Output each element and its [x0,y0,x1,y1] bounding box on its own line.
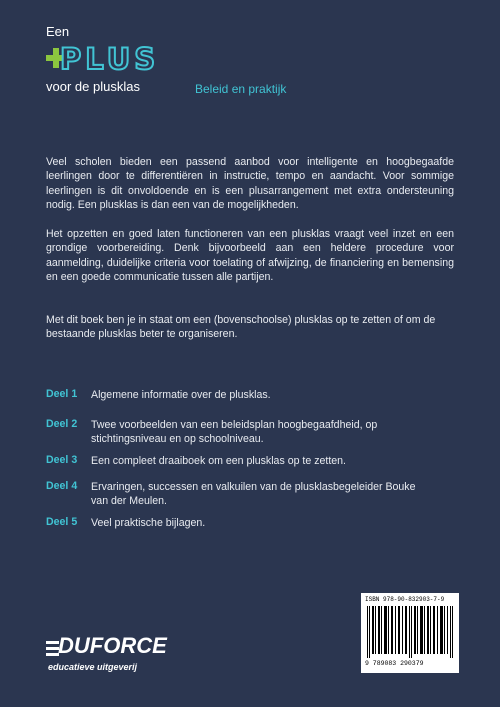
title-line-een: Een [46,24,70,39]
barcode-icon [367,606,453,658]
publisher-name: DUFORCE [58,633,167,658]
part-label: Deel 5 [46,516,78,528]
intro-paragraph-2: Het opzetten en goed laten functioneren van een plusklas vraagt veel inzet en een grondige voorbereiding. Denk bijvoorbeeld aan een heldere procedure voor aanmelding, duidelijke criteria voor toelating of afwijzing, de financiering en bemensing en een goede communicatie tussen alle partijen. [46,228,454,284]
subtitle: Beleid en praktijk [195,82,287,96]
isbn-number: ISBN 978-90-832903-7-9 [365,596,445,603]
part-label: Deel 4 [46,480,78,492]
part-text: Twee voorbeelden van een beleidsplan hoogbegaafdheid, op stichtingsniveau en op schoolniveau. [91,419,378,446]
title-line-voor-de-plusklas: voor de plusklas [46,79,140,94]
part-text: Algemene informatie over de plusklas. [91,389,271,401]
part-label: Deel 2 [46,418,78,430]
isbn-barcode [361,593,459,673]
intro-paragraph-1: Veel scholen bieden een passend aanbod voor intelligente en hoogbegaafde leerlingen door te differentiëren in instructie, tempo en aandacht. Voor sommige leerlingen is dit onvoldoende en is een plusarrangement met extra ondersteuning nodig. Een plusklas is dan een van de mogelijkheden. [46,156,454,212]
publisher-tagline: educatieve uitgeverij [48,662,138,672]
part-label: Deel 1 [46,388,78,400]
intro-paragraph-3: Met dit boek ben je in staat om een (bovenschoolse) plusklas op te zetten of om de bestaande plusklas beter te organiseren. [46,314,436,341]
barcode-digits: 9 789083 290379 [365,660,424,667]
part-text: Ervaringen, successen en valkuilen van de plusklasbegeleider Bouke van der Meulen. [91,481,416,508]
title-plus-row [46,42,226,76]
part-text: Veel praktische bijlagen. [91,517,206,529]
title-plus-word: PLUS [60,42,160,76]
part-text: Een compleet draaiboek om een plusklas op te zetten. [91,455,346,467]
part-label: Deel 3 [46,454,78,466]
